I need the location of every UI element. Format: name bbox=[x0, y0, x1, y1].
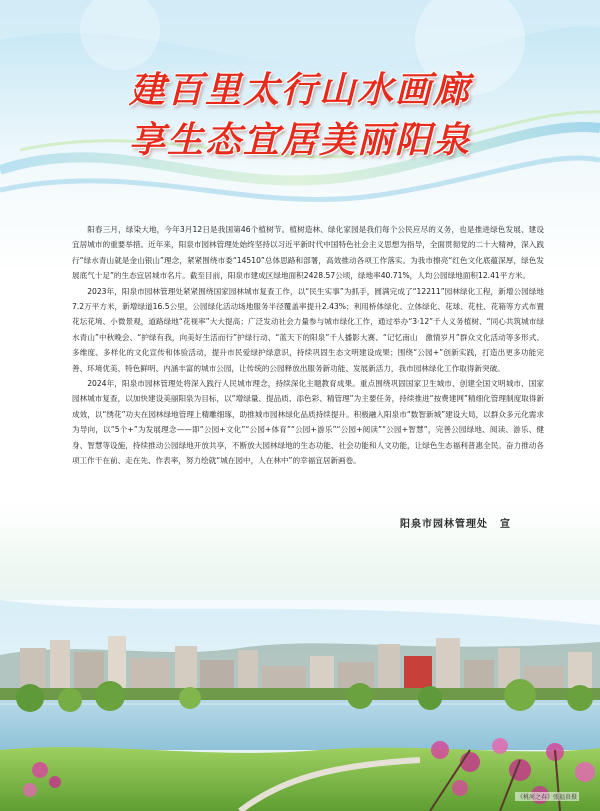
signature-org: 阳泉市园林管理处 bbox=[400, 519, 488, 530]
title-line-2: 享生态宜居美丽阳泉 bbox=[128, 120, 471, 161]
photo-caption: 《桃河之春》张福贵摄 bbox=[517, 794, 578, 801]
signature bbox=[400, 515, 511, 530]
signature-suffix: 宣 bbox=[500, 519, 511, 530]
article-body bbox=[72, 222, 544, 469]
paragraph-1: 阳春三月，绿染大地，今年3月12日是我国第46个植树节。植树造林、绿化家园是我们每个公民应尽的义务，也是推进绿色发展、建设宜居城市的重要举措。近年来，阳泉市园林管理处始终坚持以习近平新时代中国特色社会主义思想为指导，全面贯彻党的二十大精神，深入践行“绿水青山就是金山银山”理念，紧紧围绕市委“14510”总体思路和部署，高效推动各项工作落实。为我市擦亮“红色文化底蕴深厚，绿色发展底气十足”的生态宜居城市名片。截至目前，阳泉市建成区绿地面积2428.57公顷，绿地率40.71%，人均公园绿地面积12.41平方米。 bbox=[72, 225, 544, 281]
title-line-1: 建百里太行山水画廊 bbox=[128, 70, 471, 111]
paragraph-2: 2023年，阳泉市园林管理处紧紧围绕国家园林城市复查工作，以“民生实事”为抓手，圆满完成了“12211”园林绿化工程，新增公园绿地7.2万平方米，新增绿道16.5公里，公园绿化活动场地服务半径覆盖率提升2.43%；利用桥体绿化、立体绿化、花球、花柱、花箱等方式布置花坛花境、小微景观，道路绿地“花视率”大大提高；广泛发动社会力量参与城市绿化工作，通过举办“3·12”千人义务植树、“同心共筑城市绿水青山”中秋晚会、“护绿有我，向美好生活而行”护绿行动、“蓝天下的阳泉”千人播影大赛、“记忆南山 激情岁月”群众文化活动等多形式、多维度、多样化的文化宣传和体验活动，提升市民爱绿护绿意识，持续巩固生态文明建设成果；围绕“公园+”创新实践，打造出更多功能完善、环境优美、特色鲜明、内涵丰富的城市公园，让传统的公园释放出服务新功能、发展新活力，我市园林绿化工作取得新突破。 bbox=[72, 286, 544, 373]
city-park-photo bbox=[0, 600, 600, 811]
paragraph-3: 2024年，阳泉市园林管理处将深入践行人民城市理念，持续深化主题教育成果。重点围绕巩固国家卫生城市、创建全国文明城市、国家园林城市复查，以加快建设美丽阳泉为目标，以“增绿量、提品质、添色彩、精管理”为主要任务，持续推进“按费建网”精细化管理制度取得新成效，以“绣花”功夫在园林绿地管理上精雕细琢，助推城市园林绿化品质持续提升。积极融入阳泉市“数智新城”建设大局，以群众多元化需求为导向，以“5个+”为发展理念——即“公园+文化”“公园+体育”“公园+游乐”“公园+阅读”“公园+智慧”，完善公园绿地、阅读、游乐、健身、智慧等设施，持续推动公园绿地开放共享，不断放大园林绿地的生态功能、社会功能和人文功能，让绿色生态福利普惠全民。奋力推动各项工作干在前、走在先、作表率，努力绘就“城在园中，人在林中”的幸福宜居新画卷。 bbox=[72, 379, 544, 466]
